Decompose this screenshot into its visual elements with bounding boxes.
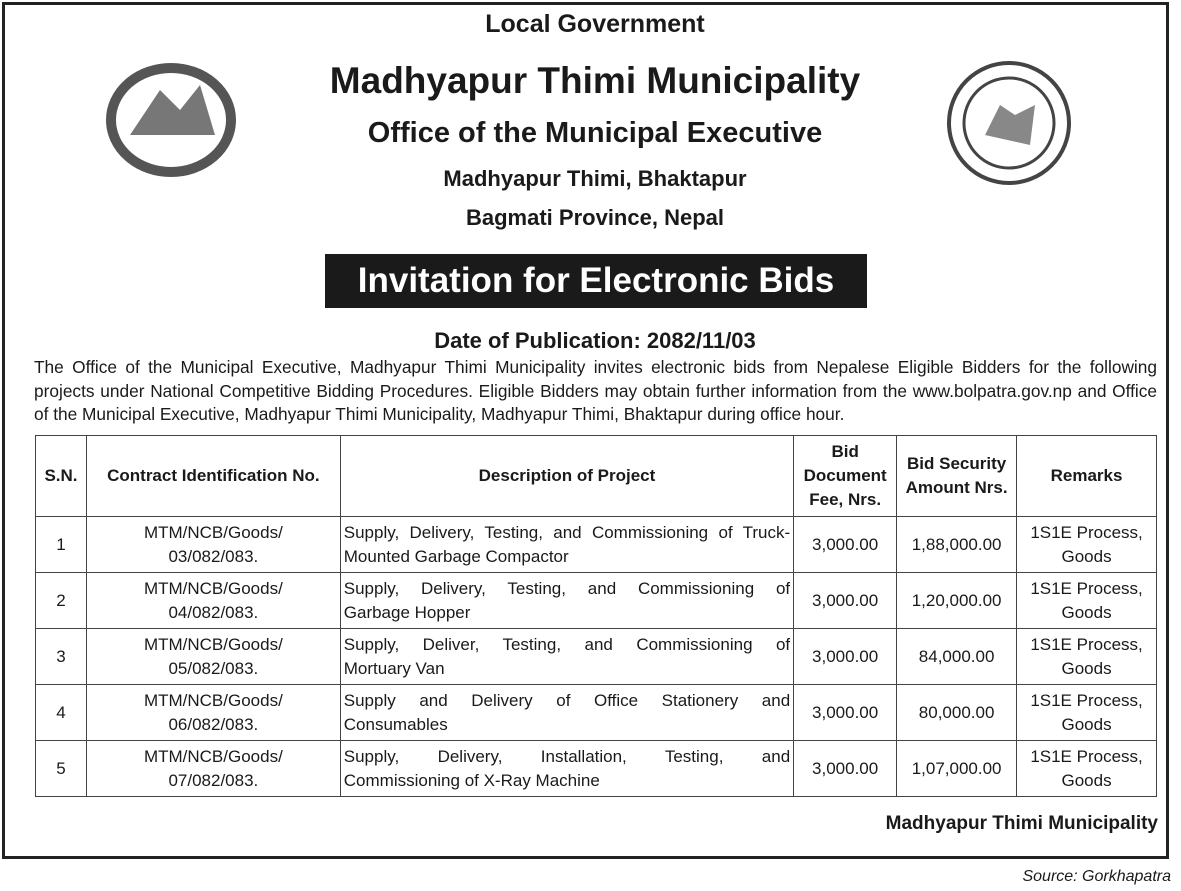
signature: Madhyapur Thimi Municipality [885, 813, 1158, 834]
remarks-cell [1017, 629, 1157, 685]
remarks-line: Goods [1061, 714, 1112, 734]
id-line: 07/082/083. [168, 770, 259, 790]
column-header: Description of Project [340, 436, 793, 517]
contract-id-cell [86, 517, 340, 573]
fee-cell: 3,000.00 [794, 517, 897, 573]
contract-id-cell [86, 629, 340, 685]
column-header: S.N. [36, 436, 87, 517]
remarks-line: Goods [1061, 770, 1112, 790]
source-credit: Source: Gorkhapatra [1022, 868, 1171, 885]
contract-id-cell [86, 573, 340, 629]
address-line-2: Bagmati Province, Nepal [466, 205, 724, 230]
id-line: 05/082/083. [168, 658, 259, 678]
description-cell [340, 629, 793, 685]
fee-cell: 3,000.00 [794, 629, 897, 685]
address-line-1: Madhyapur Thimi, Bhaktapur [443, 166, 747, 191]
desc-line: Supply, Delivery, Testing, and Commissioning of Truck- [343, 522, 791, 542]
id-line: 06/082/083. [168, 714, 259, 734]
id-line: MTM/NCB/Goods/ [143, 578, 283, 598]
table-row [36, 629, 1157, 685]
remarks-line: 1S1E Process, [1030, 522, 1143, 542]
sn-cell: 1 [36, 517, 87, 573]
sn-cell: 2 [36, 573, 87, 629]
column-header: Bid Security Amount Nrs. [897, 436, 1017, 517]
description-cell [340, 741, 793, 797]
desc-line: Commissioning of X-Ray Machine [343, 770, 600, 790]
remarks-line: Goods [1061, 658, 1112, 678]
id-line: MTM/NCB/Goods/ [143, 634, 283, 654]
description-cell [340, 517, 793, 573]
security-cell: 1,88,000.00 [897, 517, 1017, 573]
id-line: 03/082/083. [168, 546, 259, 566]
desc-line: Mounted Garbage Compactor [343, 546, 569, 566]
contract-id-cell [86, 685, 340, 741]
column-header: Remarks [1017, 436, 1157, 517]
municipality-title: Madhyapur Thimi Municipality [329, 60, 861, 101]
remarks-line: 1S1E Process, [1030, 746, 1143, 766]
bids-table [35, 435, 1157, 797]
remarks-cell [1017, 741, 1157, 797]
office-title: Office of the Municipal Executive [367, 117, 823, 149]
remarks-line: 1S1E Process, [1030, 634, 1143, 654]
id-line: MTM/NCB/Goods/ [143, 522, 283, 542]
sn-cell: 4 [36, 685, 87, 741]
table-row [36, 741, 1157, 797]
table-header-row [36, 436, 1157, 517]
id-line: MTM/NCB/Goods/ [143, 690, 283, 710]
security-cell: 80,000.00 [897, 685, 1017, 741]
remarks-line: 1S1E Process, [1030, 578, 1143, 598]
intro-paragraph: The Office of the Municipal Executive, Madhyapur Thimi Municipality invites electronic bids from Nepalese Eligible Bidders for the following projects under National Competitive Bidding Procedures. Eligible Bidders may obtain further information from the www.bolpatra.gov.np and Office of the Municipal Executive, Madhyapur Thimi Municipality, Madhyapur Thimi, Bhaktapur during office hour. [34, 357, 1157, 424]
remarks-line: Goods [1061, 546, 1112, 566]
fee-cell: 3,000.00 [794, 685, 897, 741]
id-line: MTM/NCB/Goods/ [143, 746, 283, 766]
remarks-cell [1017, 573, 1157, 629]
id-line: 04/082/083. [168, 602, 259, 622]
desc-line: Supply, Delivery, Installation, Testing, and [343, 746, 791, 766]
column-header: Bid Document Fee, Nrs. [794, 436, 897, 517]
description-cell [340, 573, 793, 629]
desc-line: Supply and Delivery of Office Stationery and [343, 690, 791, 710]
description-cell [340, 685, 793, 741]
table-row [36, 573, 1157, 629]
remarks-line: 1S1E Process, [1030, 690, 1143, 710]
remarks-line: Goods [1061, 602, 1112, 622]
sn-cell: 3 [36, 629, 87, 685]
desc-line: Consumables [343, 714, 448, 734]
security-cell: 1,20,000.00 [897, 573, 1017, 629]
security-cell: 84,000.00 [897, 629, 1017, 685]
desc-line: Supply, Deliver, Testing, and Commissioning of [343, 634, 791, 654]
remarks-cell [1017, 517, 1157, 573]
fee-cell: 3,000.00 [794, 573, 897, 629]
desc-line: Garbage Hopper [343, 602, 471, 622]
remarks-cell [1017, 685, 1157, 741]
desc-line: Supply, Delivery, Testing, and Commissioning of [343, 578, 791, 598]
contract-id-cell [86, 741, 340, 797]
publication-date: Date of Publication: 2082/11/03 [434, 328, 756, 353]
notice-banner: Invitation for Electronic Bids [325, 254, 867, 308]
table-row [36, 517, 1157, 573]
fee-cell: 3,000.00 [794, 741, 897, 797]
sn-cell: 5 [36, 741, 87, 797]
column-header: Contract Identification No. [86, 436, 340, 517]
level-heading: Local Government [485, 10, 705, 38]
security-cell: 1,07,000.00 [897, 741, 1017, 797]
table-row [36, 685, 1157, 741]
desc-line: Mortuary Van [343, 658, 445, 678]
